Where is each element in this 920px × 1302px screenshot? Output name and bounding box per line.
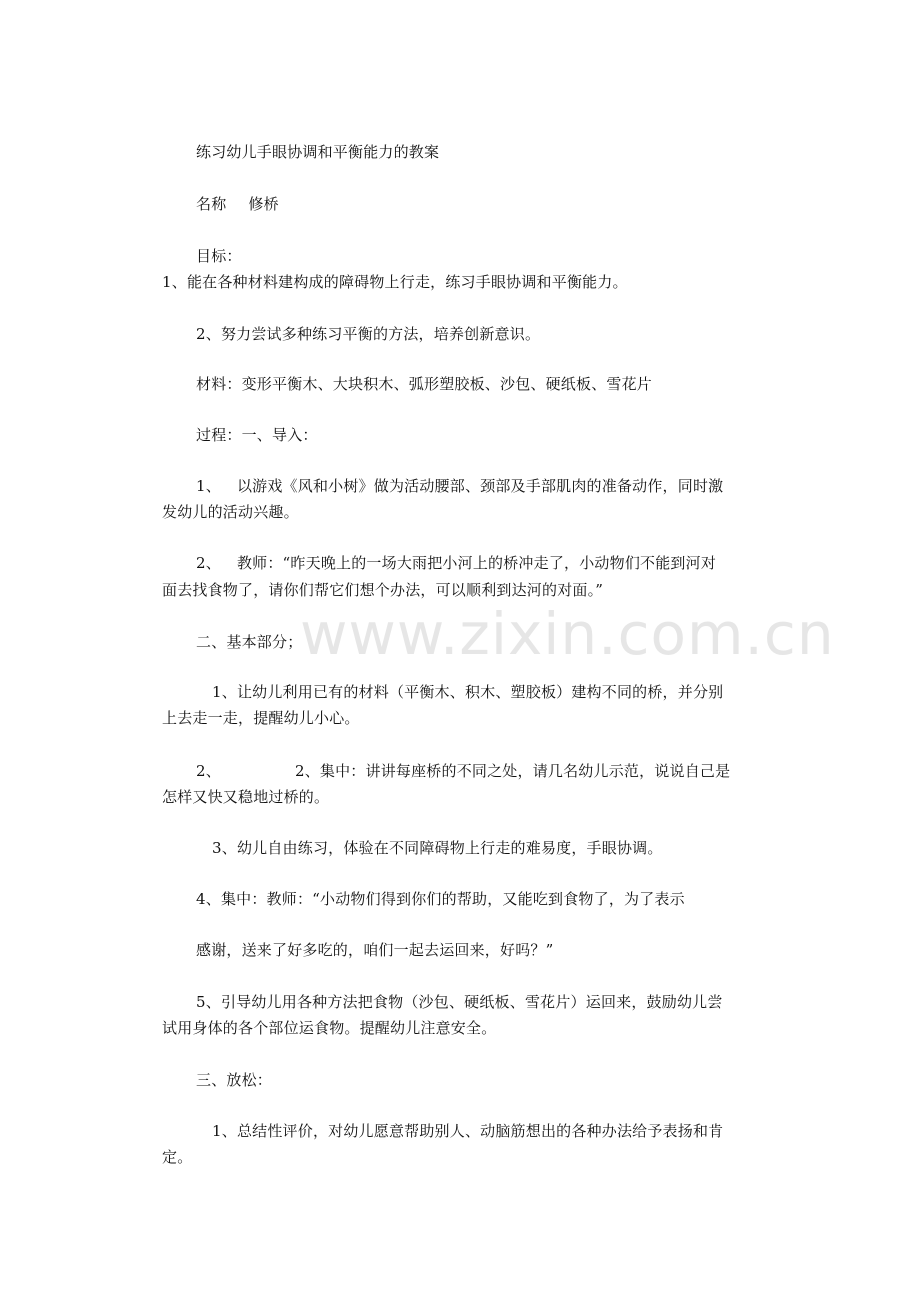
materials-line: 材料：变形平衡木、大块积木、弧形塑胶板、沙包、硬纸板、雪花片 <box>196 375 653 393</box>
basic-item-2-text: 2、集中：讲讲每座桥的不同之处，请几名幼儿示范，说说自己是 <box>294 762 731 780</box>
watermark: www.zixin.com.cn <box>300 600 835 668</box>
intro-item-1-continued: 发幼儿的活动兴趣。 <box>162 503 299 521</box>
name-line <box>196 194 279 214</box>
basic-item-2-continued: 怎样又快又稳地过桥的。 <box>162 788 330 806</box>
intro-item-1-text: 以游戏《风和小树》做为活动腰部、颈部及手部肌肉的准备动作，同时激 <box>236 477 724 495</box>
basic-item-1-continued: 上去走一走，提醒幼儿小心。 <box>162 709 360 727</box>
basic-item-4-continued: 感谢，送来了好多吃的，咱们一起去运回来，好吗？” <box>196 941 554 959</box>
intro-item-2-text: 教师：“昨天晚上的一场大雨把小河上的桥冲走了，小动物们不能到河对 <box>236 554 717 572</box>
relax-item-1: 1、总结性评价，对幼儿愿意帮助别人、动脑筋想出的各种办法给予表扬和肯 <box>212 1122 724 1140</box>
intro-item-2-number: 2、 <box>196 554 221 572</box>
basic-item-3: 3、幼儿自由练习，体验在不同障碍物上行走的难易度，手眼协调。 <box>212 839 663 857</box>
basic-item-2-number: 2、 <box>196 762 221 780</box>
process-heading: 过程：一、导入： <box>196 426 318 444</box>
relax-heading: 三、放松： <box>196 1071 273 1089</box>
name-label: 名称 <box>196 195 227 213</box>
goal-heading: 目标： <box>196 247 242 265</box>
basic-item-4: 4、集中：教师：“小动物们得到你们的帮助，又能吃到食物了，为了表示 <box>196 890 685 908</box>
intro-item-2-continued: 面去找食物了，请你们帮它们想个办法，可以顺利到达河的对面。” <box>162 581 604 599</box>
name-value: 修桥 <box>248 195 279 213</box>
intro-item-1-number: 1、 <box>196 477 221 495</box>
basic-item-1: 1、让幼儿利用已有的材料（平衡木、积木、塑胶板）建构不同的桥，并分别 <box>212 683 724 701</box>
basic-item-2 <box>196 761 730 781</box>
basic-item-5-continued: 试用身体的各个部位运食物。提醒幼儿注意安全。 <box>162 1019 497 1037</box>
basic-heading: 二、基本部分； <box>196 633 303 651</box>
goal-item-2: 2、努力尝试多种练习平衡的方法，培养创新意识。 <box>196 325 541 343</box>
document-title: 练习幼儿手眼协调和平衡能力的教案 <box>196 143 440 161</box>
relax-item-1-continued: 定。 <box>162 1148 193 1166</box>
basic-item-5: 5、引导幼儿用各种方法把食物（沙包、硬纸板、雪花片）运回来，鼓励幼儿尝 <box>196 993 723 1011</box>
intro-item-2 <box>196 553 716 573</box>
intro-item-1 <box>196 476 723 496</box>
goal-item-1: 1、能在各种材料建构成的障碍物上行走，练习手眼协调和平衡能力。 <box>162 273 628 291</box>
